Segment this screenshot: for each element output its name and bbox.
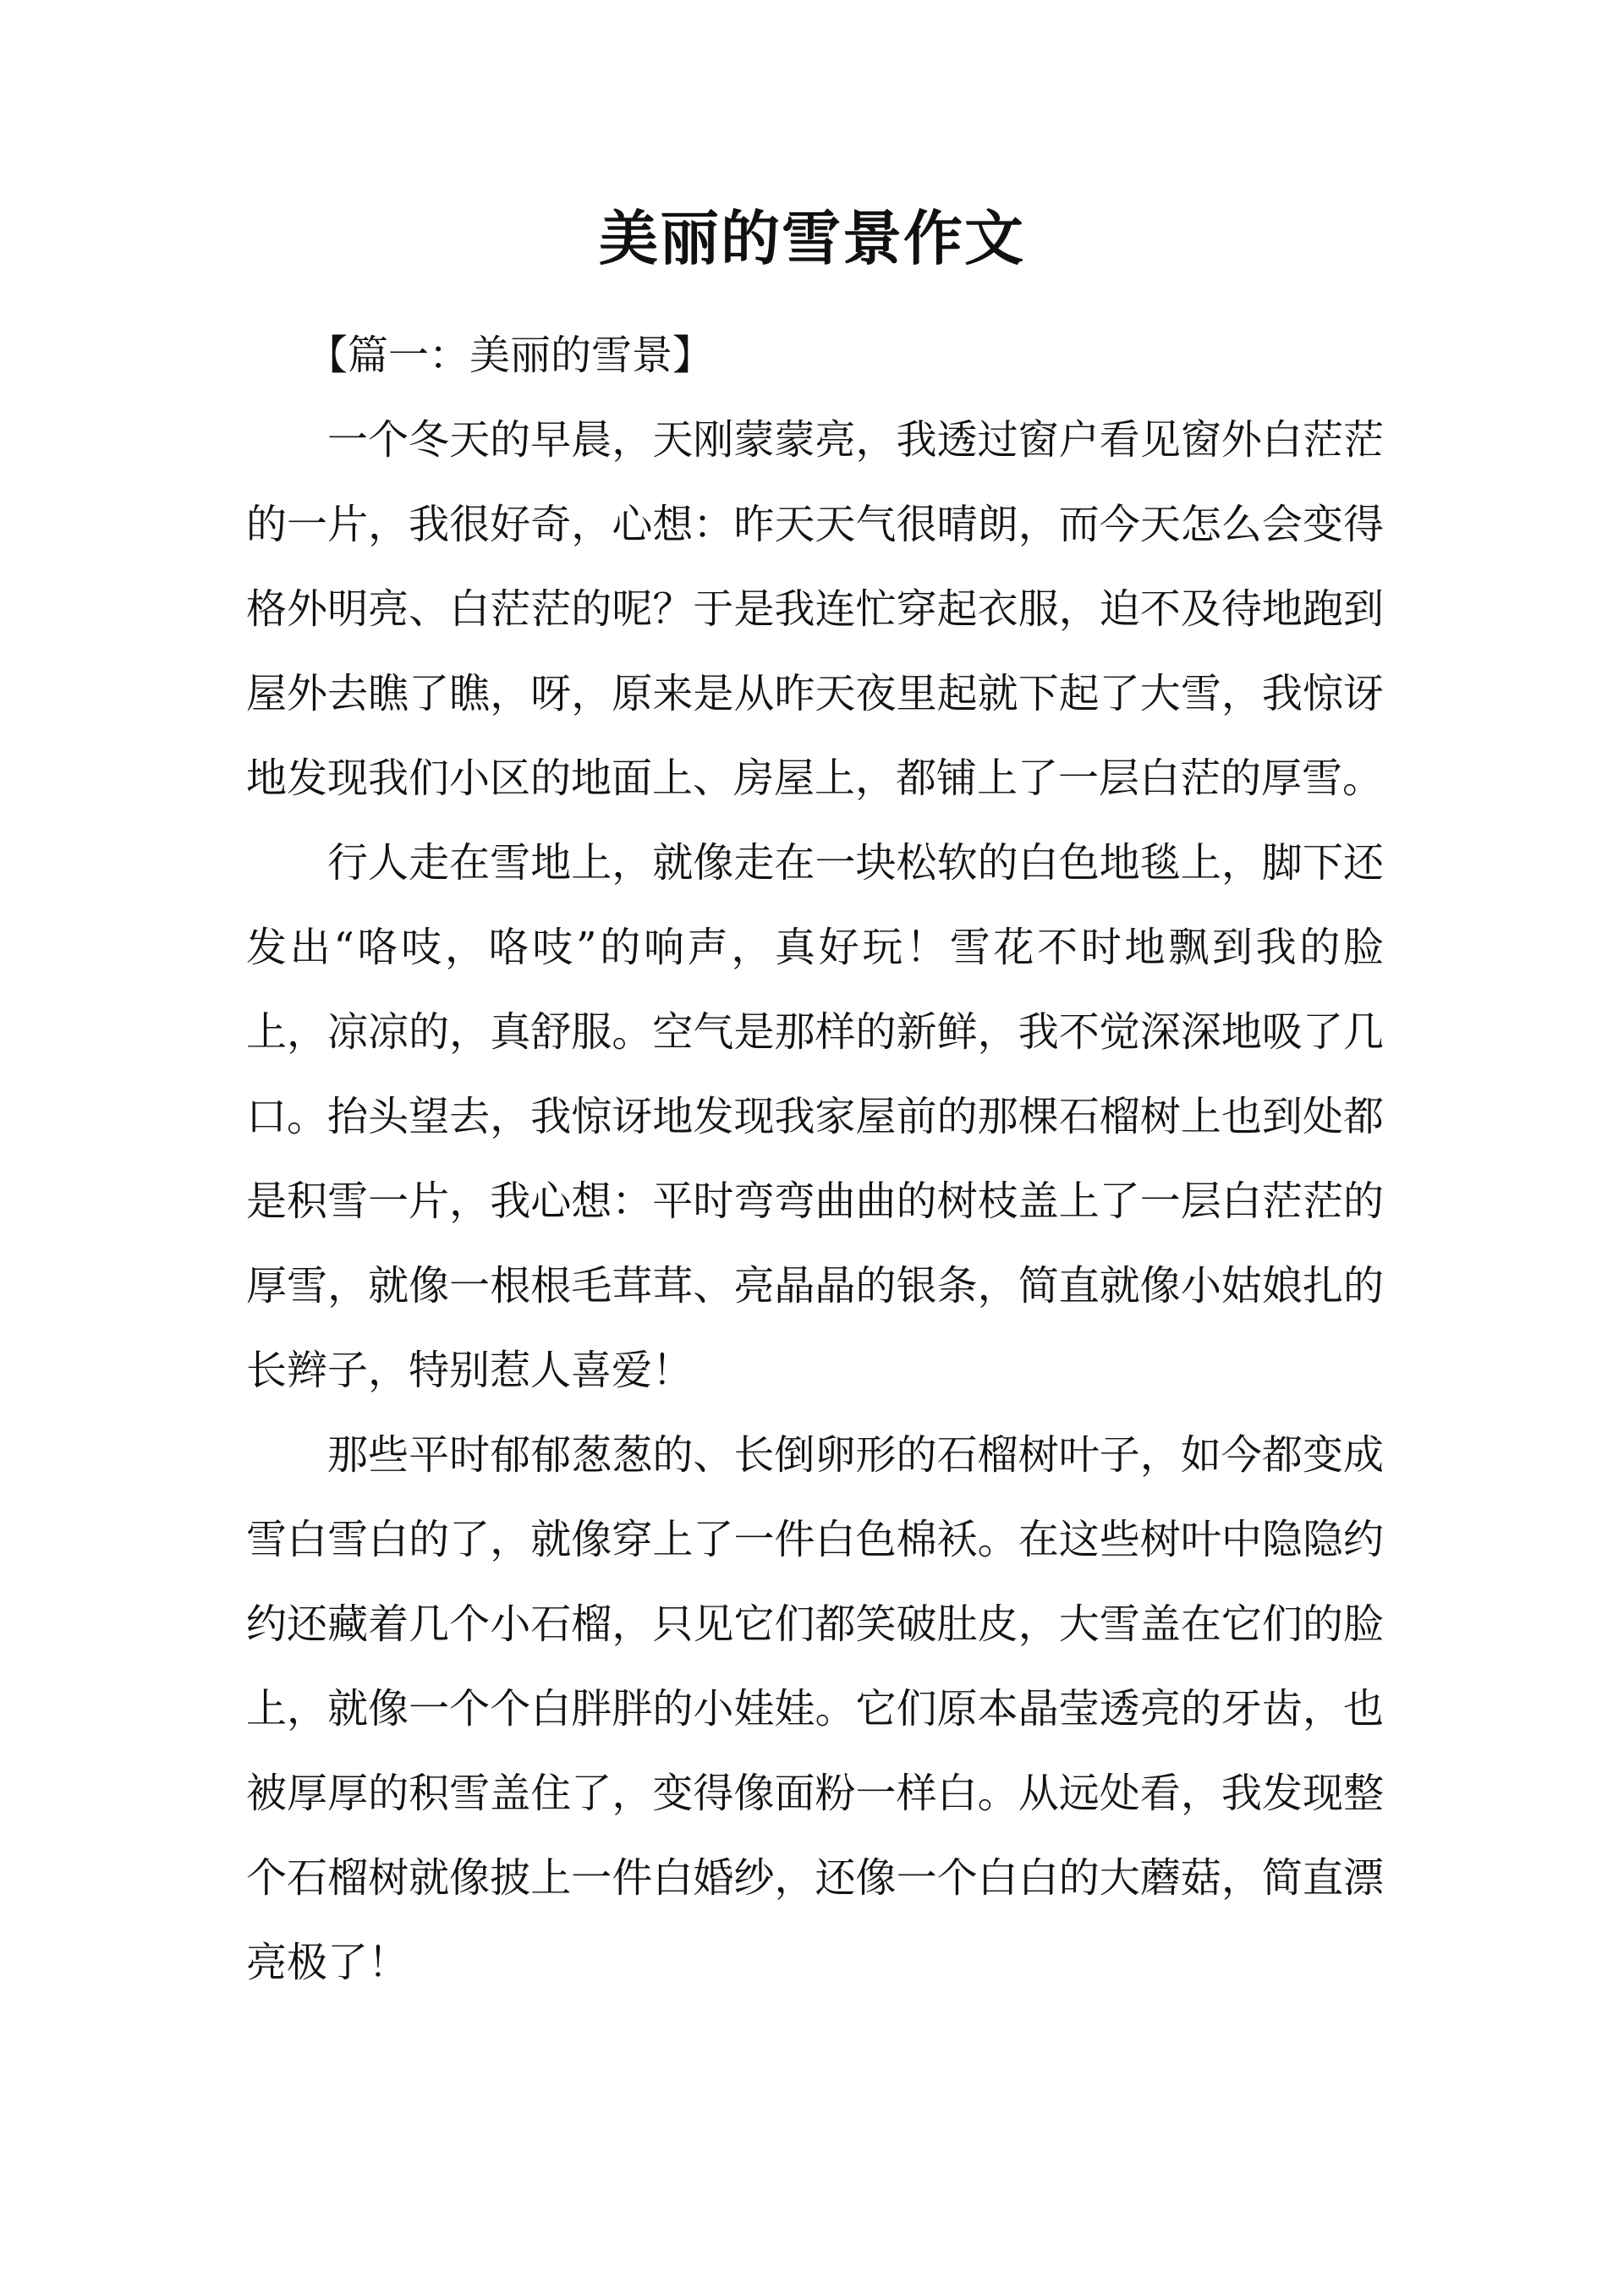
document-body (246, 313, 1384, 2005)
paragraph-1: 一个冬天的早晨，天刚蒙蒙亮，我透过窗户看见窗外白茫茫的一片，我很好奇，心想：昨天天气很晴朗，而今天怎么会变得格外明亮、白茫茫的呢？于是我连忙穿起衣服，迫不及待地跑到屋外去瞧了瞧，呀，原来是从昨天夜里起就下起了大雪，我惊讶地发现我们小区的地面上、房屋上，都铺上了一层白茫的厚雪。 (246, 416, 1384, 802)
section-heading: 【篇一：美丽的雪景】 (307, 332, 714, 379)
paragraph-3: 那些平时郁郁葱葱的、长倒卵形的石榴树叶子，如今都变成雪白雪白的了，就像穿上了一件白色棉袄。在这些树叶中隐隐约约还藏着几个小石榴，只见它们都笑破肚皮，大雪盖在它们的脸上，就像一个个白胖胖的小娃娃。它们原本晶莹透亮的牙齿，也被厚厚的积雪盖住了，变得像面粉一样白。从远处看，我发现整个石榴树就像披上一件白婚纱，还像一个白白的大蘑菇，简直漂亮极了！ (246, 1431, 1384, 1986)
document-title: 美丽的雪景作文 (599, 204, 1025, 273)
paragraph-2: 行人走在雪地上，就像走在一块松软的白色地毯上，脚下还发出“咯吱，咯吱”的响声，真好玩！雪花不时地飘到我的脸上，凉凉的，真舒服。空气是那样的新鲜，我不觉深深地吸了几口。抬头望去，我惊讶地发现我家屋前的那棵石榴树上也到处都是积雪一片，我心想：平时弯弯曲曲的树枝盖上了一层白茫茫的厚雪，就像一根根毛茸茸、亮晶晶的银条，简直就像小姑娘扎的长辫子，特别惹人喜爱！ (246, 839, 1384, 1394)
